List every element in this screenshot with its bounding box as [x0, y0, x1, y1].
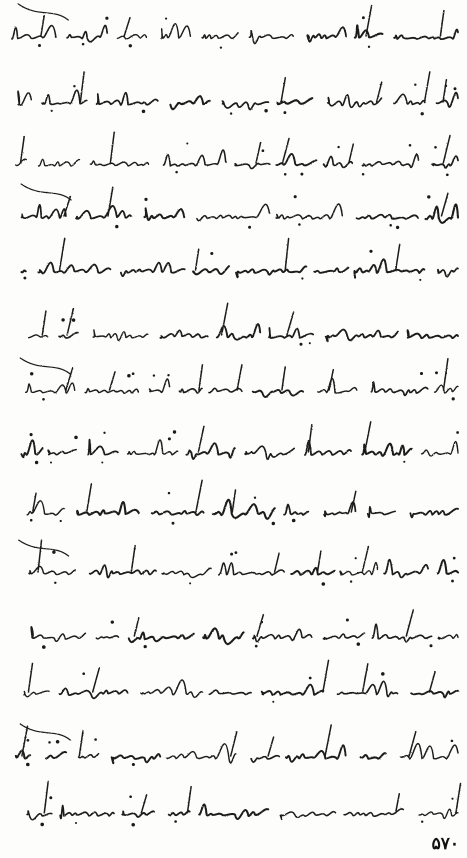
handwritten-marginal-word	[19, 540, 69, 556]
handwritten-word	[411, 691, 458, 698]
handwritten-word	[269, 328, 313, 338]
handwritten-stroke	[67, 309, 73, 335]
handwritten-word	[324, 156, 353, 167]
handwritten-stroke	[108, 187, 113, 216]
ink-dot	[235, 551, 238, 554]
handwritten-word	[197, 204, 270, 220]
handwritten-word	[93, 330, 148, 340]
ink-dot	[40, 823, 44, 827]
handwritten-word	[223, 101, 269, 109]
handwritten-stroke	[440, 11, 444, 36]
handwritten-stroke	[429, 672, 435, 692]
ink-dot	[82, 672, 85, 675]
ink-dot	[299, 343, 302, 346]
handwritten-stroke	[287, 312, 294, 335]
handwritten-stroke	[79, 731, 83, 756]
ink-dot	[456, 431, 459, 434]
ink-dot	[451, 798, 453, 800]
handwritten-stroke	[363, 664, 368, 692]
handwritten-word	[122, 811, 154, 817]
ink-dot	[248, 226, 251, 229]
handwritten-word	[422, 442, 459, 456]
ink-dot	[389, 224, 392, 227]
handwritten-word	[286, 745, 346, 761]
ink-dot	[172, 522, 175, 525]
handwritten-marginal-word	[20, 358, 70, 374]
ink-dot	[292, 519, 296, 523]
ink-dot	[144, 645, 147, 648]
ink-dot	[262, 149, 265, 152]
handwritten-word	[280, 812, 335, 820]
ink-dot	[230, 553, 233, 556]
ink-dot	[61, 318, 64, 321]
handwritten-word	[60, 806, 114, 819]
handwritten-stroke	[456, 784, 461, 814]
handwritten-word	[338, 681, 398, 696]
handwritten-word	[21, 440, 42, 457]
handwritten-word	[186, 443, 235, 459]
handwritten-word	[438, 635, 458, 639]
ink-dot	[42, 645, 46, 649]
handwritten-stroke	[443, 80, 446, 102]
handwritten-word	[209, 690, 251, 694]
ink-dot	[51, 110, 53, 112]
handwritten-word	[314, 268, 348, 273]
ink-dot	[49, 796, 52, 799]
handwritten-word	[384, 560, 428, 578]
handwritten-word	[79, 754, 99, 758]
ink-dot	[174, 820, 177, 823]
ink-dot	[254, 497, 256, 499]
handwritten-word	[67, 25, 107, 41]
ink-dot	[445, 85, 448, 88]
handwritten-word	[262, 685, 324, 695]
handwritten-word	[22, 205, 66, 219]
handwritten-word	[307, 27, 346, 41]
handwritten-stroke	[21, 137, 25, 163]
ink-dot	[132, 372, 135, 375]
handwritten-word	[170, 96, 209, 109]
handwritten-stroke	[196, 249, 199, 270]
handwritten-stroke	[396, 244, 400, 270]
handwritten-stroke	[124, 18, 130, 36]
handwritten-word	[326, 330, 398, 342]
ink-dot	[153, 374, 155, 376]
handwritten-word	[199, 805, 268, 820]
handwritten-word	[323, 633, 364, 639]
handwritten-word	[276, 204, 342, 219]
handwritten-stroke	[257, 615, 263, 636]
handwritten-stroke	[134, 618, 139, 636]
handwritten-stroke	[28, 663, 32, 692]
ink-dot	[381, 672, 385, 676]
handwritten-word	[97, 93, 158, 105]
handwritten-word	[193, 266, 229, 274]
handwritten-word	[167, 744, 236, 763]
handwritten-word	[18, 91, 31, 105]
ink-dot	[272, 701, 274, 703]
ink-dot	[355, 557, 357, 559]
handwritten-word	[141, 680, 203, 697]
handwritten-word	[162, 568, 211, 577]
handwritten-word	[29, 566, 75, 574]
handwritten-word	[371, 382, 427, 395]
ink-dot	[144, 198, 147, 201]
handwritten-word	[219, 563, 285, 575]
handwritten-stroke	[329, 370, 333, 390]
ink-dot	[300, 173, 303, 176]
ink-dot	[362, 173, 365, 176]
ink-dot	[167, 374, 169, 376]
handwritten-word	[253, 629, 312, 641]
ink-dot	[210, 252, 213, 255]
ink-dot	[434, 146, 437, 149]
ink-dot	[420, 372, 423, 375]
handwritten-word	[12, 26, 56, 39]
handwritten-word	[362, 444, 412, 456]
ink-dot	[23, 277, 26, 280]
handwritten-stroke	[41, 16, 44, 36]
ink-dot	[94, 738, 97, 741]
handwritten-word	[144, 208, 184, 220]
handwritten-word	[169, 811, 190, 815]
handwritten-word	[394, 94, 425, 104]
handwritten-stroke	[110, 132, 114, 163]
ink-dot	[73, 85, 75, 87]
handwritten-word	[161, 24, 190, 39]
handwritten-word	[277, 98, 312, 104]
ink-dot	[421, 821, 423, 823]
ink-dot	[186, 142, 188, 144]
handwritten-word	[39, 159, 80, 166]
ink-dot	[131, 823, 135, 827]
handwritten-word	[372, 624, 431, 642]
ink-dot	[322, 582, 326, 586]
handwritten-word	[90, 161, 148, 166]
handwritten-stroke	[256, 143, 261, 163]
ink-dot	[414, 83, 416, 85]
handwritten-word	[202, 33, 238, 39]
ink-dot	[230, 112, 232, 114]
ink-dot	[301, 277, 303, 279]
handwritten-stroke	[442, 193, 448, 216]
ink-dot	[30, 372, 33, 375]
ink-dot	[409, 144, 412, 147]
ink-dot	[446, 173, 449, 176]
ink-dot	[362, 16, 365, 19]
handwritten-word	[59, 333, 78, 338]
ink-dot	[309, 677, 312, 680]
ink-dot	[403, 461, 405, 463]
handwritten-word	[368, 507, 396, 518]
handwritten-word	[88, 440, 118, 455]
ink-dot	[294, 195, 297, 198]
handwritten-word	[236, 266, 306, 277]
ink-dot	[264, 109, 267, 112]
handwritten-word	[129, 632, 194, 642]
ink-dot	[272, 522, 275, 525]
handwritten-stroke	[365, 422, 371, 452]
handwritten-word	[29, 335, 48, 338]
handwritten-word	[361, 753, 386, 759]
handwritten-stroke	[366, 6, 372, 36]
handwritten-word	[344, 809, 403, 816]
ink-dot	[284, 173, 287, 176]
ink-dot	[30, 519, 33, 522]
handwritten-word	[22, 271, 26, 273]
page-number: ۵۷۰	[431, 834, 459, 854]
handwritten-word	[305, 441, 351, 455]
handwritten-word	[284, 505, 308, 515]
handwritten-word	[437, 93, 458, 107]
ink-dot	[165, 18, 167, 20]
ink-dot	[132, 763, 135, 766]
ink-dot	[115, 225, 118, 228]
handwritten-word	[340, 563, 377, 575]
ink-dot	[261, 621, 264, 624]
ink-dot	[346, 619, 349, 622]
ink-dot	[337, 146, 339, 148]
handwritten-word	[213, 500, 275, 519]
ink-dot	[220, 46, 222, 48]
ink-dot	[421, 112, 424, 115]
handwritten-word	[203, 628, 244, 644]
ink-dot	[168, 437, 171, 440]
ink-dot	[82, 43, 85, 46]
handwritten-word	[96, 636, 118, 639]
handwritten-stroke	[110, 372, 116, 390]
ink-dot	[350, 580, 352, 582]
ink-dot	[27, 739, 30, 742]
handwritten-stroke	[282, 367, 285, 390]
handwritten-stroke	[80, 72, 84, 102]
handwritten-stroke	[443, 136, 450, 164]
handwritten-word	[328, 95, 382, 108]
handwritten-stroke	[131, 546, 135, 572]
ink-dot	[357, 642, 361, 646]
handwritten-word	[438, 560, 459, 574]
handwritten-word	[354, 259, 424, 277]
handwritten-word	[245, 446, 294, 459]
handwritten-stroke	[87, 484, 92, 512]
handwritten-word	[401, 744, 458, 759]
ink-dot	[429, 644, 432, 647]
handwritten-stroke	[141, 795, 146, 813]
handwritten-stroke	[362, 547, 368, 573]
ink-dot	[298, 223, 301, 226]
ink-dot	[452, 397, 455, 400]
handwritten-word	[90, 565, 156, 577]
handwritten-word	[251, 756, 279, 762]
handwritten-word	[410, 509, 458, 518]
ink-dot	[451, 580, 454, 583]
handwritten-stroke	[425, 72, 430, 102]
ink-dot	[42, 398, 45, 401]
handwritten-word	[121, 263, 185, 277]
handwritten-stroke	[22, 726, 28, 756]
ink-dot	[105, 17, 108, 20]
ink-dot	[74, 436, 78, 440]
ink-dot	[396, 226, 399, 229]
handwritten-stroke	[196, 480, 202, 512]
handwritten-word	[77, 502, 139, 515]
handwritten-word	[362, 154, 418, 167]
handwritten-stroke	[406, 610, 413, 636]
ink-dot	[454, 87, 457, 90]
handwritten-stroke	[318, 551, 321, 572]
handwritten-word	[160, 330, 208, 338]
ink-dot	[427, 195, 430, 198]
handwritten-word	[235, 163, 270, 168]
handwritten-word	[253, 390, 303, 397]
handwritten-stroke	[349, 144, 354, 163]
ink-dot	[129, 44, 132, 47]
ink-dot	[189, 582, 191, 584]
ink-dot	[101, 462, 103, 464]
handwritten-word	[318, 378, 357, 393]
handwritten-word	[112, 754, 161, 763]
ink-dot	[56, 740, 60, 744]
ink-dot	[142, 110, 145, 113]
handwritten-stroke	[187, 787, 191, 813]
ink-dot	[52, 550, 55, 553]
handwritten-stroke	[285, 239, 288, 270]
ink-dot	[283, 111, 286, 114]
handwritten-stroke	[44, 781, 48, 813]
handwritten-word	[355, 25, 383, 37]
ink-dot	[168, 492, 170, 494]
ink-dot	[38, 44, 41, 47]
handwritten-word	[408, 330, 458, 338]
ink-dot	[50, 461, 52, 463]
handwritten-stroke	[275, 553, 280, 572]
ink-dot	[175, 171, 178, 174]
handwritten-stroke	[199, 365, 203, 390]
handwritten-stroke	[232, 490, 235, 512]
handwritten-stroke	[60, 238, 65, 270]
ink-dot	[255, 645, 258, 648]
ink-dot	[309, 342, 311, 344]
ink-dot	[60, 520, 62, 522]
handwritten-word	[438, 268, 458, 277]
handwritten-word	[435, 385, 459, 393]
handwritten-word	[31, 627, 85, 642]
handwritten-stroke	[325, 725, 331, 756]
ink-dot	[103, 432, 105, 434]
handwritten-stroke	[237, 365, 242, 390]
ink-dot	[72, 318, 75, 321]
handwritten-word	[117, 35, 146, 39]
handwritten-stroke	[231, 732, 237, 756]
handwritten-word	[27, 811, 52, 820]
ink-dot	[129, 795, 132, 798]
handwritten-word	[324, 502, 355, 516]
handwritten-stroke	[93, 668, 100, 692]
handwritten-stroke	[268, 737, 274, 756]
handwritten-word	[48, 450, 76, 455]
ink-dot	[435, 371, 438, 374]
ink-dot	[111, 620, 114, 623]
handwritten-word	[394, 29, 458, 39]
handwritten-word	[128, 440, 178, 455]
handwritten-stroke	[323, 660, 329, 692]
handwritten-word	[419, 809, 458, 818]
handwritten-word	[46, 752, 66, 758]
ink-dot	[369, 250, 372, 253]
ink-dot	[451, 740, 454, 743]
handwritten-word	[164, 150, 226, 166]
ink-dot	[75, 822, 77, 824]
handwritten-marginal-word	[21, 184, 71, 200]
handwritten-word	[357, 215, 419, 219]
ink-dot	[35, 461, 38, 464]
ink-dot	[419, 279, 421, 281]
ink-dot	[30, 433, 33, 436]
handwritten-stroke	[281, 78, 285, 102]
handwritten-stroke	[444, 359, 448, 390]
ink-dot	[368, 46, 370, 48]
handwritten-word	[85, 389, 138, 394]
handwritten-word	[291, 568, 334, 575]
ink-dot	[48, 741, 51, 744]
handwritten-word	[39, 263, 111, 274]
ink-dot	[54, 582, 56, 584]
handwritten-stroke	[198, 426, 204, 452]
ink-dot	[26, 763, 30, 767]
handwritten-word	[249, 31, 293, 44]
handwritten-word	[149, 379, 169, 392]
ink-dot	[127, 374, 131, 378]
ink-dot	[453, 557, 456, 560]
handwritten-stroke	[42, 311, 46, 335]
handwritten-word	[76, 206, 131, 219]
ink-dot	[173, 430, 176, 433]
